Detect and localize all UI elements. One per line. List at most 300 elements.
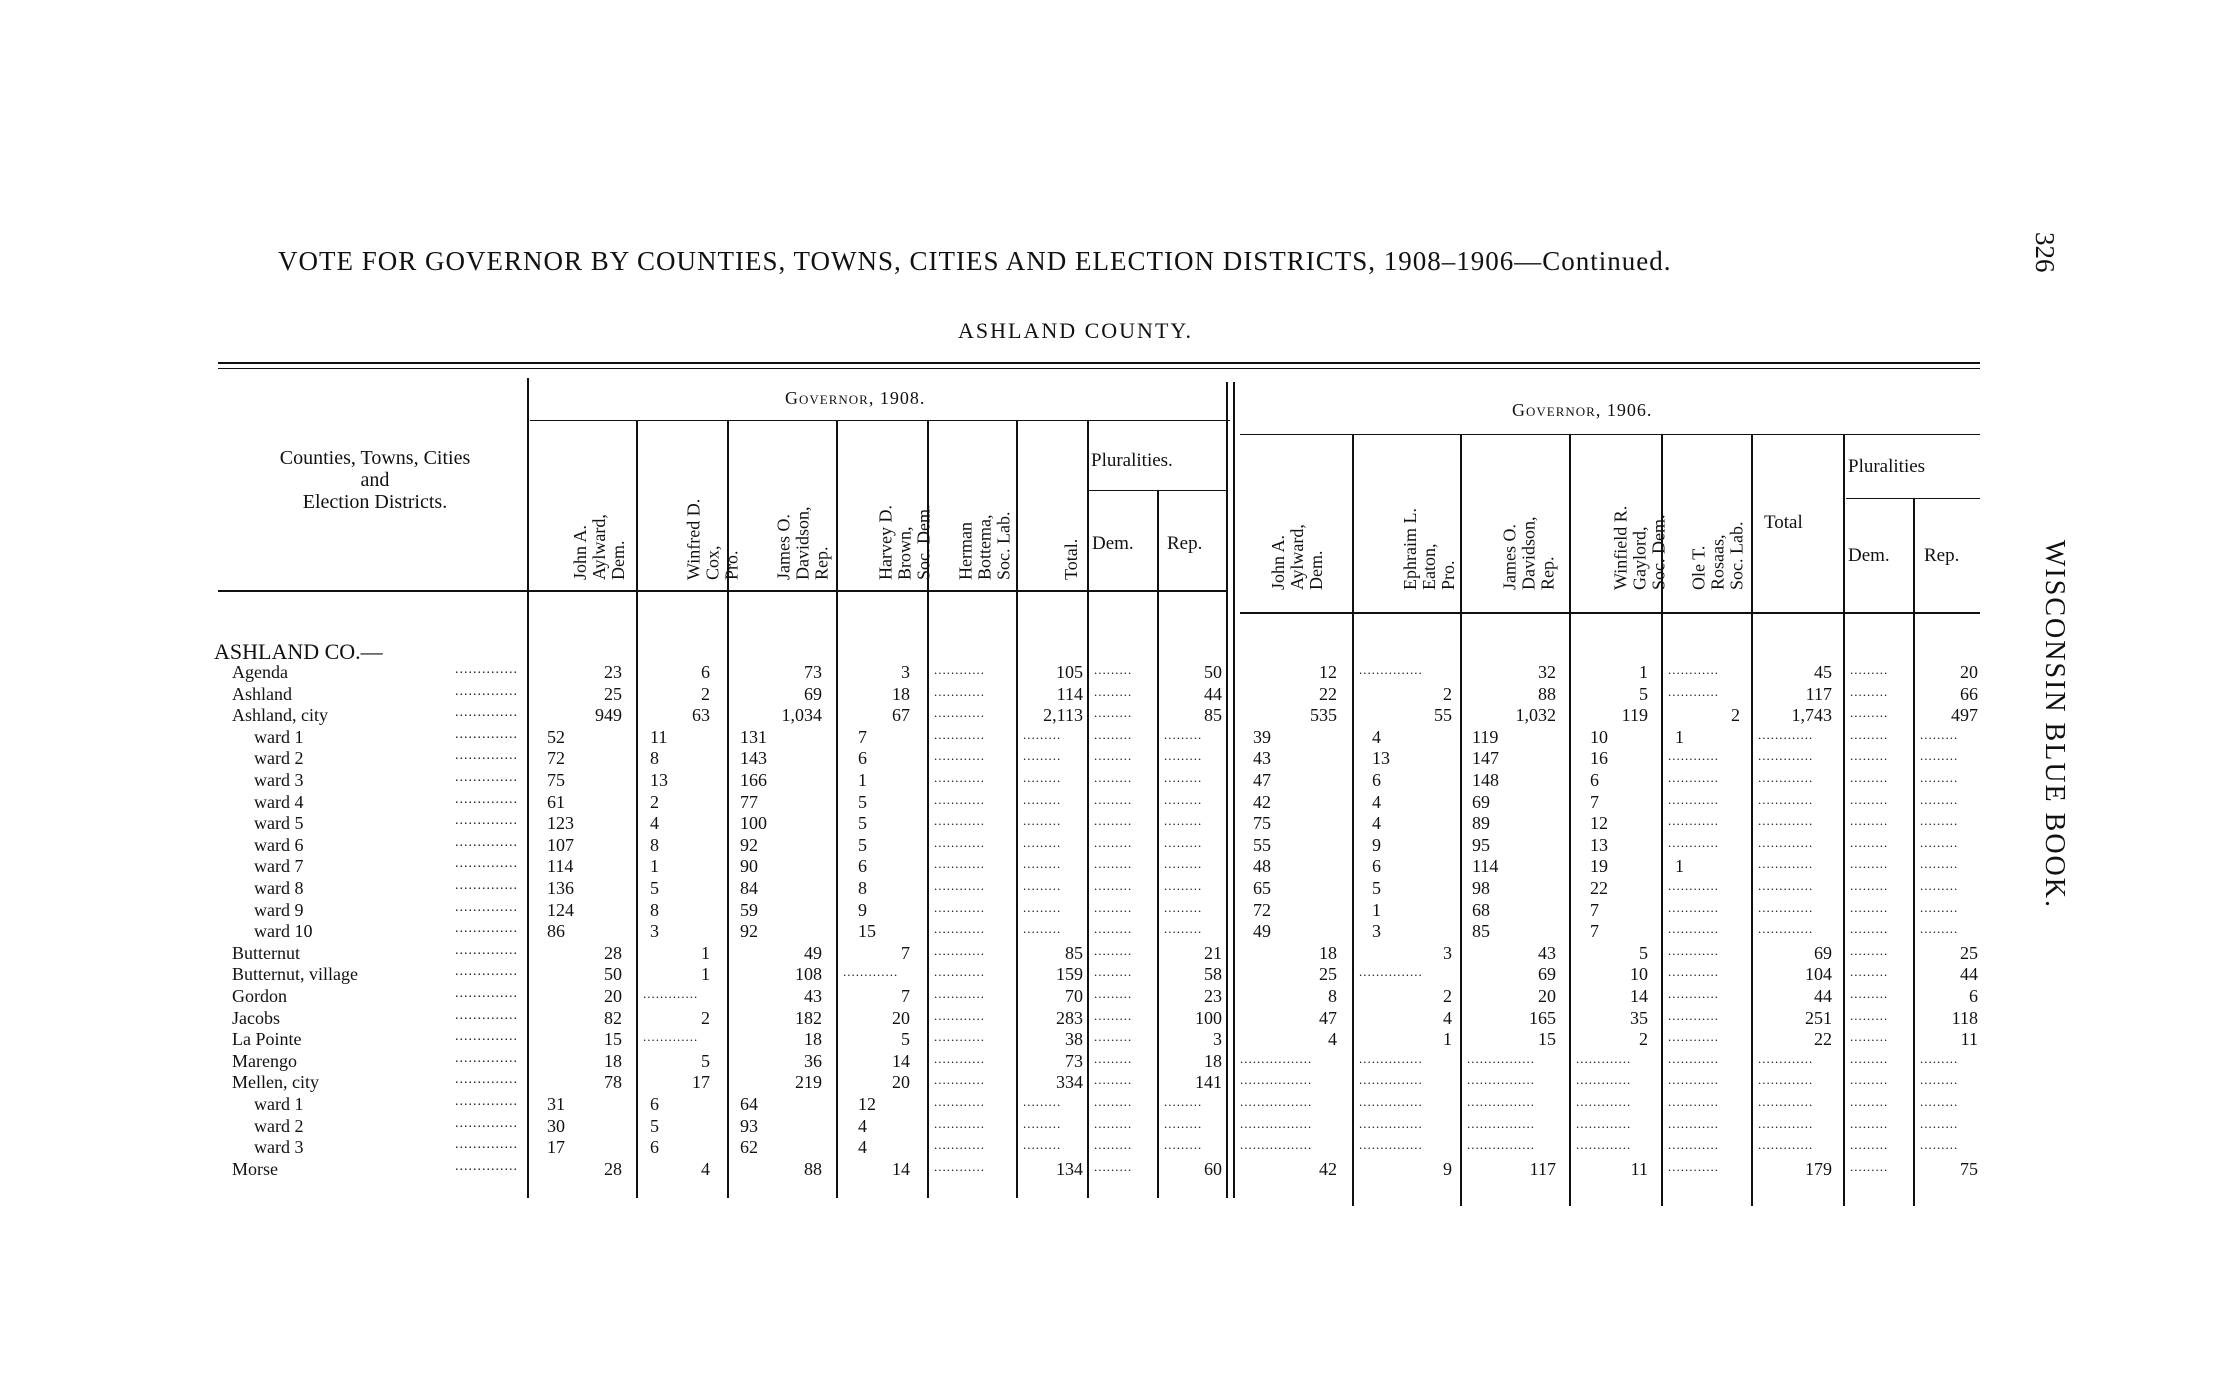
cell-bottema-1908: ............ bbox=[934, 942, 985, 958]
cell-cox-1908: 1 bbox=[650, 856, 659, 877]
cell-rosaas-1906: ............ bbox=[1668, 986, 1719, 1001]
cell-rep-plurality-1906: ......... bbox=[1920, 1094, 1959, 1109]
cell-davidson-1908: 92 bbox=[740, 834, 758, 855]
cell-gaylord-1906: 10 bbox=[1590, 726, 1608, 747]
cell-dem-plurality-1906: ......... bbox=[1850, 964, 1889, 980]
cell-davidson-1906: 20 bbox=[1538, 986, 1556, 1006]
cell-eaton-1906: ............... bbox=[1359, 1072, 1423, 1088]
cell-dem-plurality-1906: ......... bbox=[1850, 1115, 1889, 1131]
cell-rep-plurality-1908: 3 bbox=[1213, 1029, 1222, 1050]
row-leader-dots: .............. bbox=[455, 834, 518, 850]
cell-total-1908: ......... bbox=[1023, 813, 1062, 829]
cell-rosaas-1906: ............ bbox=[1668, 662, 1719, 677]
cell-total-1906: ............. bbox=[1758, 770, 1814, 785]
cell-brown-1908: 15 bbox=[858, 921, 876, 942]
row-leader-dots: .............. bbox=[455, 986, 518, 1001]
cell-cox-1908: ............. bbox=[643, 1029, 699, 1045]
cell-dem-plurality-1906: ......... bbox=[1850, 726, 1889, 742]
cell-rosaas-1906: ............ bbox=[1668, 770, 1719, 785]
cell-eaton-1906: 1 bbox=[1372, 899, 1381, 920]
cell-davidson-1906: 15 bbox=[1538, 1029, 1556, 1050]
cell-dem-plurality-1906: ......... bbox=[1850, 899, 1889, 915]
cell-gaylord-1906: ............. bbox=[1576, 1094, 1632, 1109]
cell-dem-plurality-1906: ......... bbox=[1850, 921, 1889, 937]
row-label: La Pointe bbox=[232, 1029, 302, 1050]
cell-rep-plurality-1908: ......... bbox=[1164, 878, 1203, 893]
cell-rosaas-1906: ............ bbox=[1668, 813, 1719, 829]
cell-brown-1908: 5 bbox=[858, 791, 867, 812]
cell-dem-plurality-1906: ......... bbox=[1850, 705, 1889, 721]
cell-davidson-1906: 89 bbox=[1472, 813, 1490, 834]
row-leader-dots: .............. bbox=[455, 942, 518, 958]
cell-davidson-1906: 68 bbox=[1472, 899, 1490, 920]
row-leader-dots: .............. bbox=[455, 1115, 518, 1131]
cell-total-1906: ............. bbox=[1758, 899, 1814, 915]
cell-dem-plurality-1908: ......... bbox=[1094, 791, 1133, 807]
cell-aylward-1906: 72 bbox=[1253, 899, 1271, 920]
cell-cox-1908: 63 bbox=[692, 705, 710, 726]
cell-bottema-1908: ............ bbox=[934, 770, 985, 785]
row-leader-dots: .............. bbox=[455, 1094, 518, 1109]
header-1908-aylward: John A. Aylward, Dem. bbox=[569, 514, 628, 580]
county-subtitle: ASHLAND COUNTY. bbox=[958, 318, 1193, 343]
cell-dem-plurality-1906: ......... bbox=[1850, 1050, 1889, 1066]
header-1908-cox: Winfred D. Cox, Pro. bbox=[683, 498, 742, 580]
header-1906-pluralities: Pluralities bbox=[1848, 456, 1926, 477]
cell-dem-plurality-1908: ......... bbox=[1094, 770, 1133, 785]
cell-davidson-1908: 62 bbox=[740, 1137, 758, 1158]
table-row bbox=[0, 1116, 2218, 1138]
group-header-1906: Governor, 1906. bbox=[1512, 400, 1653, 420]
cell-gaylord-1906: 7 bbox=[1590, 899, 1599, 920]
cell-dem-plurality-1906: ......... bbox=[1850, 1007, 1889, 1023]
cell-total-1906: 69 bbox=[1814, 942, 1832, 963]
cell-cox-1908: 5 bbox=[650, 878, 659, 898]
cell-total-1906: ............. bbox=[1758, 1115, 1814, 1131]
header-1908-davidson: James O. Davidson, Rep. bbox=[773, 506, 832, 580]
stub-header-line: and bbox=[360, 469, 390, 491]
cell-eaton-1906: ............... bbox=[1359, 964, 1423, 980]
cell-rep-plurality-1908: ......... bbox=[1164, 813, 1203, 829]
cell-dem-plurality-1906: ......... bbox=[1850, 662, 1889, 677]
cell-brown-1908: ............. bbox=[843, 964, 899, 980]
cell-rep-plurality-1906: ......... bbox=[1920, 834, 1959, 850]
cell-davidson-1908: 108 bbox=[795, 964, 822, 985]
table-row bbox=[0, 1072, 2218, 1094]
cell-gaylord-1906: ............. bbox=[1576, 1137, 1632, 1153]
cell-bottema-1908: ............ bbox=[934, 683, 985, 699]
cell-bottema-1908: ............ bbox=[934, 899, 985, 915]
row-label: ward 2 bbox=[254, 1115, 304, 1136]
cell-aylward-1908: 72 bbox=[547, 748, 565, 769]
cell-rep-plurality-1908: ......... bbox=[1164, 856, 1203, 872]
cell-total-1906: ............. bbox=[1758, 748, 1814, 764]
cell-eaton-1906: 4 bbox=[1443, 1007, 1452, 1028]
header-bottom-rule-1908 bbox=[218, 590, 1228, 592]
cell-aylward-1906: ................. bbox=[1240, 1094, 1313, 1109]
cell-bottema-1908: ............ bbox=[934, 1007, 985, 1023]
cell-total-1908: 38 bbox=[1065, 1029, 1083, 1050]
cell-aylward-1906: 25 bbox=[1319, 964, 1337, 985]
cell-dem-plurality-1908: ......... bbox=[1094, 662, 1133, 677]
cell-brown-1908: 5 bbox=[858, 834, 867, 855]
row-label: Butternut bbox=[232, 942, 300, 963]
cell-dem-plurality-1906: ......... bbox=[1850, 834, 1889, 850]
cell-eaton-1906: ............... bbox=[1359, 1050, 1423, 1066]
cell-total-1906: 22 bbox=[1814, 1029, 1832, 1050]
cell-cox-1908: 11 bbox=[650, 726, 668, 747]
cell-gaylord-1906: 13 bbox=[1590, 834, 1608, 855]
cell-total-1908: ......... bbox=[1023, 834, 1062, 850]
cell-davidson-1908: 73 bbox=[804, 662, 822, 682]
cell-davidson-1908: 18 bbox=[804, 1029, 822, 1050]
cell-total-1908: 134 bbox=[1056, 1158, 1083, 1179]
cell-cox-1908: 6 bbox=[650, 1137, 659, 1158]
row-leader-dots: .............. bbox=[455, 964, 518, 980]
row-label: ward 1 bbox=[254, 726, 304, 747]
row-leader-dots: .............. bbox=[455, 813, 518, 829]
cell-rosaas-1906: 1 bbox=[1675, 726, 1684, 747]
cell-cox-1908: 4 bbox=[701, 1158, 710, 1179]
cell-gaylord-1906: ............. bbox=[1576, 1050, 1632, 1066]
row-label: ward 5 bbox=[254, 813, 304, 834]
cell-dem-plurality-1908: ......... bbox=[1094, 1137, 1133, 1153]
cell-davidson-1908: 219 bbox=[795, 1072, 822, 1093]
row-label: Agenda bbox=[232, 662, 288, 682]
row-leader-dots: .............. bbox=[455, 705, 518, 721]
row-leader-dots: .............. bbox=[455, 1137, 518, 1153]
cell-total-1908: ......... bbox=[1023, 770, 1062, 785]
cell-davidson-1908: 131 bbox=[740, 726, 767, 747]
header-1908-bottema: Herman Bottema, Soc. Lab. bbox=[955, 511, 1014, 580]
cell-total-1908: 70 bbox=[1065, 986, 1083, 1006]
cell-rep-plurality-1906: ......... bbox=[1920, 726, 1959, 742]
cell-rosaas-1906: ............ bbox=[1668, 1094, 1719, 1109]
row-label: Butternut, village bbox=[232, 964, 358, 985]
cell-davidson-1906: ................ bbox=[1467, 1050, 1535, 1066]
cell-davidson-1908: 77 bbox=[740, 791, 758, 812]
row-leader-dots: .............. bbox=[455, 1072, 518, 1088]
header-bottom-rule-1906 bbox=[1240, 612, 1980, 614]
cell-aylward-1906: ................. bbox=[1240, 1137, 1313, 1153]
cell-rep-plurality-1906: ......... bbox=[1920, 748, 1959, 764]
cell-total-1908: 114 bbox=[1056, 683, 1083, 704]
cell-rosaas-1906: 2 bbox=[1731, 705, 1740, 726]
cell-cox-1908: 2 bbox=[701, 683, 710, 704]
cell-cox-1908: 3 bbox=[650, 921, 659, 942]
cell-rep-plurality-1908: ......... bbox=[1164, 726, 1203, 742]
cell-total-1906: 104 bbox=[1805, 964, 1832, 985]
row-label: Ashland, city bbox=[232, 705, 328, 726]
cell-eaton-1906: 3 bbox=[1372, 921, 1381, 942]
cell-davidson-1906: 98 bbox=[1472, 878, 1490, 898]
cell-gaylord-1906: ............. bbox=[1576, 1072, 1632, 1088]
cell-bottema-1908: ............ bbox=[934, 813, 985, 829]
cell-brown-1908: 3 bbox=[901, 662, 910, 682]
row-leader-dots: .............. bbox=[455, 1029, 518, 1045]
cell-gaylord-1906: 16 bbox=[1590, 748, 1608, 769]
cell-davidson-1906: 32 bbox=[1538, 662, 1556, 682]
cell-bottema-1908: ............ bbox=[934, 921, 985, 937]
table-top-rule bbox=[218, 362, 1980, 364]
table-row bbox=[0, 1159, 2218, 1181]
cell-brown-1908: 6 bbox=[858, 748, 867, 769]
cell-gaylord-1906: 19 bbox=[1590, 856, 1608, 877]
row-leader-dots: .............. bbox=[455, 748, 518, 764]
cell-cox-1908: 8 bbox=[650, 899, 659, 920]
cell-aylward-1908: 30 bbox=[547, 1115, 565, 1136]
cell-davidson-1906: ................ bbox=[1467, 1137, 1535, 1153]
header-1906-rep: Rep. bbox=[1924, 545, 1960, 566]
cell-dem-plurality-1908: ......... bbox=[1094, 1050, 1133, 1066]
row-label: ward 6 bbox=[254, 834, 304, 855]
cell-davidson-1908: 143 bbox=[740, 748, 767, 769]
cell-aylward-1906: 65 bbox=[1253, 878, 1271, 898]
cell-gaylord-1906: 11 bbox=[1630, 1158, 1648, 1179]
cell-total-1908: 159 bbox=[1056, 964, 1083, 985]
cell-rep-plurality-1908: ......... bbox=[1164, 921, 1203, 937]
row-label: ward 9 bbox=[254, 899, 304, 920]
cell-dem-plurality-1908: ......... bbox=[1094, 1094, 1133, 1109]
cell-total-1908: ......... bbox=[1023, 726, 1062, 742]
cell-total-1906: 117 bbox=[1805, 683, 1832, 704]
cell-aylward-1908: 20 bbox=[604, 986, 622, 1006]
cell-total-1906: ............. bbox=[1758, 878, 1814, 893]
cell-aylward-1906: 43 bbox=[1253, 748, 1271, 769]
cell-rosaas-1906: ............ bbox=[1668, 1137, 1719, 1153]
cell-davidson-1908: 84 bbox=[740, 878, 758, 898]
cell-rep-plurality-1908: 18 bbox=[1204, 1050, 1222, 1071]
cell-brown-1908: 20 bbox=[892, 1007, 910, 1028]
cell-aylward-1906: 18 bbox=[1319, 942, 1337, 963]
group-header-1908: Governor, 1908. bbox=[785, 388, 926, 408]
table-row bbox=[0, 1008, 2218, 1030]
cell-davidson-1906: 119 bbox=[1472, 726, 1499, 747]
table-row bbox=[0, 1094, 2218, 1116]
cell-davidson-1906: 117 bbox=[1529, 1158, 1556, 1179]
cell-gaylord-1906: 10 bbox=[1630, 964, 1648, 985]
cell-rep-plurality-1908: 44 bbox=[1204, 683, 1222, 704]
cell-rosaas-1906: ............ bbox=[1668, 921, 1719, 937]
cell-brown-1908: 5 bbox=[901, 1029, 910, 1050]
cell-rep-plurality-1908: ......... bbox=[1164, 791, 1203, 807]
cell-davidson-1906: ................ bbox=[1467, 1072, 1535, 1088]
cell-total-1906: 251 bbox=[1805, 1007, 1832, 1028]
row-leader-dots: .............. bbox=[455, 770, 518, 785]
cell-aylward-1908: 23 bbox=[604, 662, 622, 682]
table-row bbox=[0, 727, 2218, 749]
table-row bbox=[0, 770, 2218, 792]
row-leader-dots: .............. bbox=[455, 899, 518, 915]
cell-dem-plurality-1908: ......... bbox=[1094, 1072, 1133, 1088]
cell-cox-1908: 4 bbox=[650, 813, 659, 834]
cell-total-1908: 283 bbox=[1056, 1007, 1083, 1028]
cell-total-1906: ............. bbox=[1758, 921, 1814, 937]
cell-dem-plurality-1906: ......... bbox=[1850, 878, 1889, 893]
cell-rep-plurality-1908: 60 bbox=[1204, 1158, 1222, 1179]
cell-davidson-1908: 88 bbox=[804, 1158, 822, 1179]
running-head: WISCONSIN BLUE BOOK. bbox=[2039, 540, 2070, 909]
header-1906-rosaas: Ole T. Rosaas, Soc. Lab. bbox=[1688, 521, 1747, 590]
cell-cox-1908: 5 bbox=[701, 1050, 710, 1071]
cell-rosaas-1906: ............ bbox=[1668, 899, 1719, 915]
table-row bbox=[0, 856, 2218, 878]
cell-total-1908: ......... bbox=[1023, 1115, 1062, 1131]
cell-davidson-1906: ................ bbox=[1467, 1115, 1535, 1131]
county-heading: ASHLAND CO.— bbox=[214, 639, 383, 664]
table-top-rule-2 bbox=[218, 368, 1980, 369]
cell-rosaas-1906: ............ bbox=[1668, 1115, 1719, 1131]
cell-aylward-1906: 535 bbox=[1310, 705, 1337, 726]
cell-rep-plurality-1908: ......... bbox=[1164, 1137, 1203, 1153]
cell-gaylord-1906: 14 bbox=[1630, 986, 1648, 1006]
cell-aylward-1908: 31 bbox=[547, 1094, 565, 1114]
cell-rep-plurality-1906: 75 bbox=[1960, 1158, 1978, 1179]
cell-eaton-1906: ............... bbox=[1359, 662, 1423, 677]
cell-aylward-1908: 28 bbox=[604, 942, 622, 963]
cell-brown-1908: 7 bbox=[901, 986, 910, 1006]
table-row bbox=[0, 748, 2218, 770]
cell-rep-plurality-1906: 66 bbox=[1960, 683, 1978, 704]
header-1906-aylward: John A. Aylward, Dem. bbox=[1267, 524, 1326, 590]
cell-aylward-1908: 28 bbox=[604, 1158, 622, 1179]
cell-bottema-1908: ............ bbox=[934, 1094, 985, 1109]
cell-rep-plurality-1906: ......... bbox=[1920, 899, 1959, 915]
header-1908-pluralities: Pluralities. bbox=[1091, 450, 1173, 471]
row-label: ward 3 bbox=[254, 770, 304, 790]
cell-brown-1908: 8 bbox=[858, 878, 867, 898]
cell-eaton-1906: 55 bbox=[1434, 705, 1452, 726]
cell-gaylord-1906: 5 bbox=[1639, 942, 1648, 963]
cell-bottema-1908: ............ bbox=[934, 1050, 985, 1066]
cell-cox-1908: 13 bbox=[650, 770, 668, 790]
cell-total-1906: ............. bbox=[1758, 813, 1814, 829]
cell-davidson-1906: 69 bbox=[1472, 791, 1490, 812]
cell-aylward-1908: 17 bbox=[547, 1137, 565, 1158]
cell-davidson-1906: 85 bbox=[1472, 921, 1490, 942]
cell-rep-plurality-1906: ......... bbox=[1920, 1050, 1959, 1066]
stub-header bbox=[225, 447, 525, 513]
cell-rosaas-1906: ............ bbox=[1668, 942, 1719, 958]
table-row bbox=[0, 1051, 2218, 1073]
table-row bbox=[0, 1137, 2218, 1159]
cell-eaton-1906: 4 bbox=[1372, 726, 1381, 747]
cell-rep-plurality-1908: 50 bbox=[1204, 662, 1222, 682]
cell-rep-plurality-1906: 44 bbox=[1960, 964, 1978, 985]
cell-eaton-1906: ............... bbox=[1359, 1094, 1423, 1109]
cell-total-1908: ......... bbox=[1023, 878, 1062, 893]
cell-bottema-1908: ............ bbox=[934, 726, 985, 742]
cell-gaylord-1906: ............. bbox=[1576, 1115, 1632, 1131]
row-leader-dots: .............. bbox=[455, 662, 518, 677]
cell-aylward-1908: 75 bbox=[547, 770, 565, 790]
table-row bbox=[0, 835, 2218, 857]
cell-rosaas-1906: ............ bbox=[1668, 834, 1719, 850]
cell-brown-1908: 9 bbox=[858, 899, 867, 920]
header-1908-brown: Harvey D. Brown, Soc. Dem. bbox=[875, 504, 934, 580]
cell-rosaas-1906: 1 bbox=[1675, 856, 1684, 877]
cell-bottema-1908: ............ bbox=[934, 1029, 985, 1045]
cell-dem-plurality-1906: ......... bbox=[1850, 1158, 1889, 1174]
cell-aylward-1906: 39 bbox=[1253, 726, 1271, 747]
row-leader-dots: .............. bbox=[455, 921, 518, 937]
row-label: Mellen, city bbox=[232, 1072, 319, 1093]
cell-total-1908: ......... bbox=[1023, 748, 1062, 764]
cell-davidson-1906: 1,032 bbox=[1515, 705, 1556, 726]
cell-eaton-1906: 4 bbox=[1372, 791, 1381, 812]
cell-brown-1908: 67 bbox=[892, 705, 910, 726]
cell-eaton-1906: 5 bbox=[1372, 878, 1381, 898]
table-row bbox=[0, 813, 2218, 835]
cell-total-1908: ......... bbox=[1023, 899, 1062, 915]
cell-dem-plurality-1906: ......... bbox=[1850, 770, 1889, 785]
table-row bbox=[0, 878, 2218, 900]
cell-dem-plurality-1906: ......... bbox=[1850, 813, 1889, 829]
cell-bottema-1908: ............ bbox=[934, 1072, 985, 1088]
cell-rep-plurality-1908: 141 bbox=[1195, 1072, 1222, 1093]
cell-davidson-1908: 166 bbox=[740, 770, 767, 790]
cell-aylward-1908: 52 bbox=[547, 726, 565, 747]
cell-gaylord-1906: 2 bbox=[1639, 1029, 1648, 1050]
row-leader-dots: .............. bbox=[455, 856, 518, 872]
group-rule-1906 bbox=[1240, 434, 1980, 435]
cell-dem-plurality-1906: ......... bbox=[1850, 1094, 1889, 1109]
cell-dem-plurality-1908: ......... bbox=[1094, 1029, 1133, 1045]
cell-aylward-1908: 78 bbox=[604, 1072, 622, 1093]
cell-aylward-1906: 12 bbox=[1319, 662, 1337, 682]
cell-dem-plurality-1906: ......... bbox=[1850, 856, 1889, 872]
row-label: ward 1 bbox=[254, 1094, 304, 1114]
row-label: ward 2 bbox=[254, 748, 304, 769]
row-label: Jacobs bbox=[232, 1007, 280, 1028]
cell-dem-plurality-1908: ......... bbox=[1094, 964, 1133, 980]
cell-total-1908: ......... bbox=[1023, 856, 1062, 872]
cell-gaylord-1906: 35 bbox=[1630, 1007, 1648, 1028]
cell-brown-1908: 12 bbox=[858, 1094, 876, 1114]
cell-aylward-1908: 123 bbox=[547, 813, 574, 834]
cell-rosaas-1906: ............ bbox=[1668, 791, 1719, 807]
cell-aylward-1906: 47 bbox=[1253, 770, 1271, 790]
cell-bottema-1908: ............ bbox=[934, 834, 985, 850]
table-row bbox=[0, 1029, 2218, 1051]
cell-aylward-1906: 22 bbox=[1319, 683, 1337, 704]
cell-cox-1908: 6 bbox=[650, 1094, 659, 1114]
cell-total-1908: ......... bbox=[1023, 1137, 1062, 1153]
cell-dem-plurality-1906: ......... bbox=[1850, 1137, 1889, 1153]
cell-rep-plurality-1908: ......... bbox=[1164, 1115, 1203, 1131]
table-row bbox=[0, 943, 2218, 965]
cell-gaylord-1906: 119 bbox=[1621, 705, 1648, 726]
cell-brown-1908: 20 bbox=[892, 1072, 910, 1093]
cell-aylward-1906: ................. bbox=[1240, 1050, 1313, 1066]
cell-aylward-1908: 82 bbox=[604, 1007, 622, 1028]
cell-rep-plurality-1906: 20 bbox=[1960, 662, 1978, 682]
cell-davidson-1906: 88 bbox=[1538, 683, 1556, 704]
cell-cox-1908: 17 bbox=[692, 1072, 710, 1093]
cell-davidson-1906: ................ bbox=[1467, 1094, 1535, 1109]
cell-total-1906: ............. bbox=[1758, 726, 1814, 742]
cell-davidson-1908: 64 bbox=[740, 1094, 758, 1114]
cell-brown-1908: 7 bbox=[858, 726, 867, 747]
cell-rep-plurality-1908: ......... bbox=[1164, 770, 1203, 785]
cell-davidson-1908: 49 bbox=[804, 942, 822, 963]
cell-total-1906: ............. bbox=[1758, 1050, 1814, 1066]
cell-brown-1908: 18 bbox=[892, 683, 910, 704]
cell-dem-plurality-1906: ......... bbox=[1850, 791, 1889, 807]
cell-gaylord-1906: 6 bbox=[1590, 770, 1599, 790]
cell-brown-1908: 14 bbox=[892, 1158, 910, 1179]
cell-total-1908: 105 bbox=[1056, 662, 1083, 682]
